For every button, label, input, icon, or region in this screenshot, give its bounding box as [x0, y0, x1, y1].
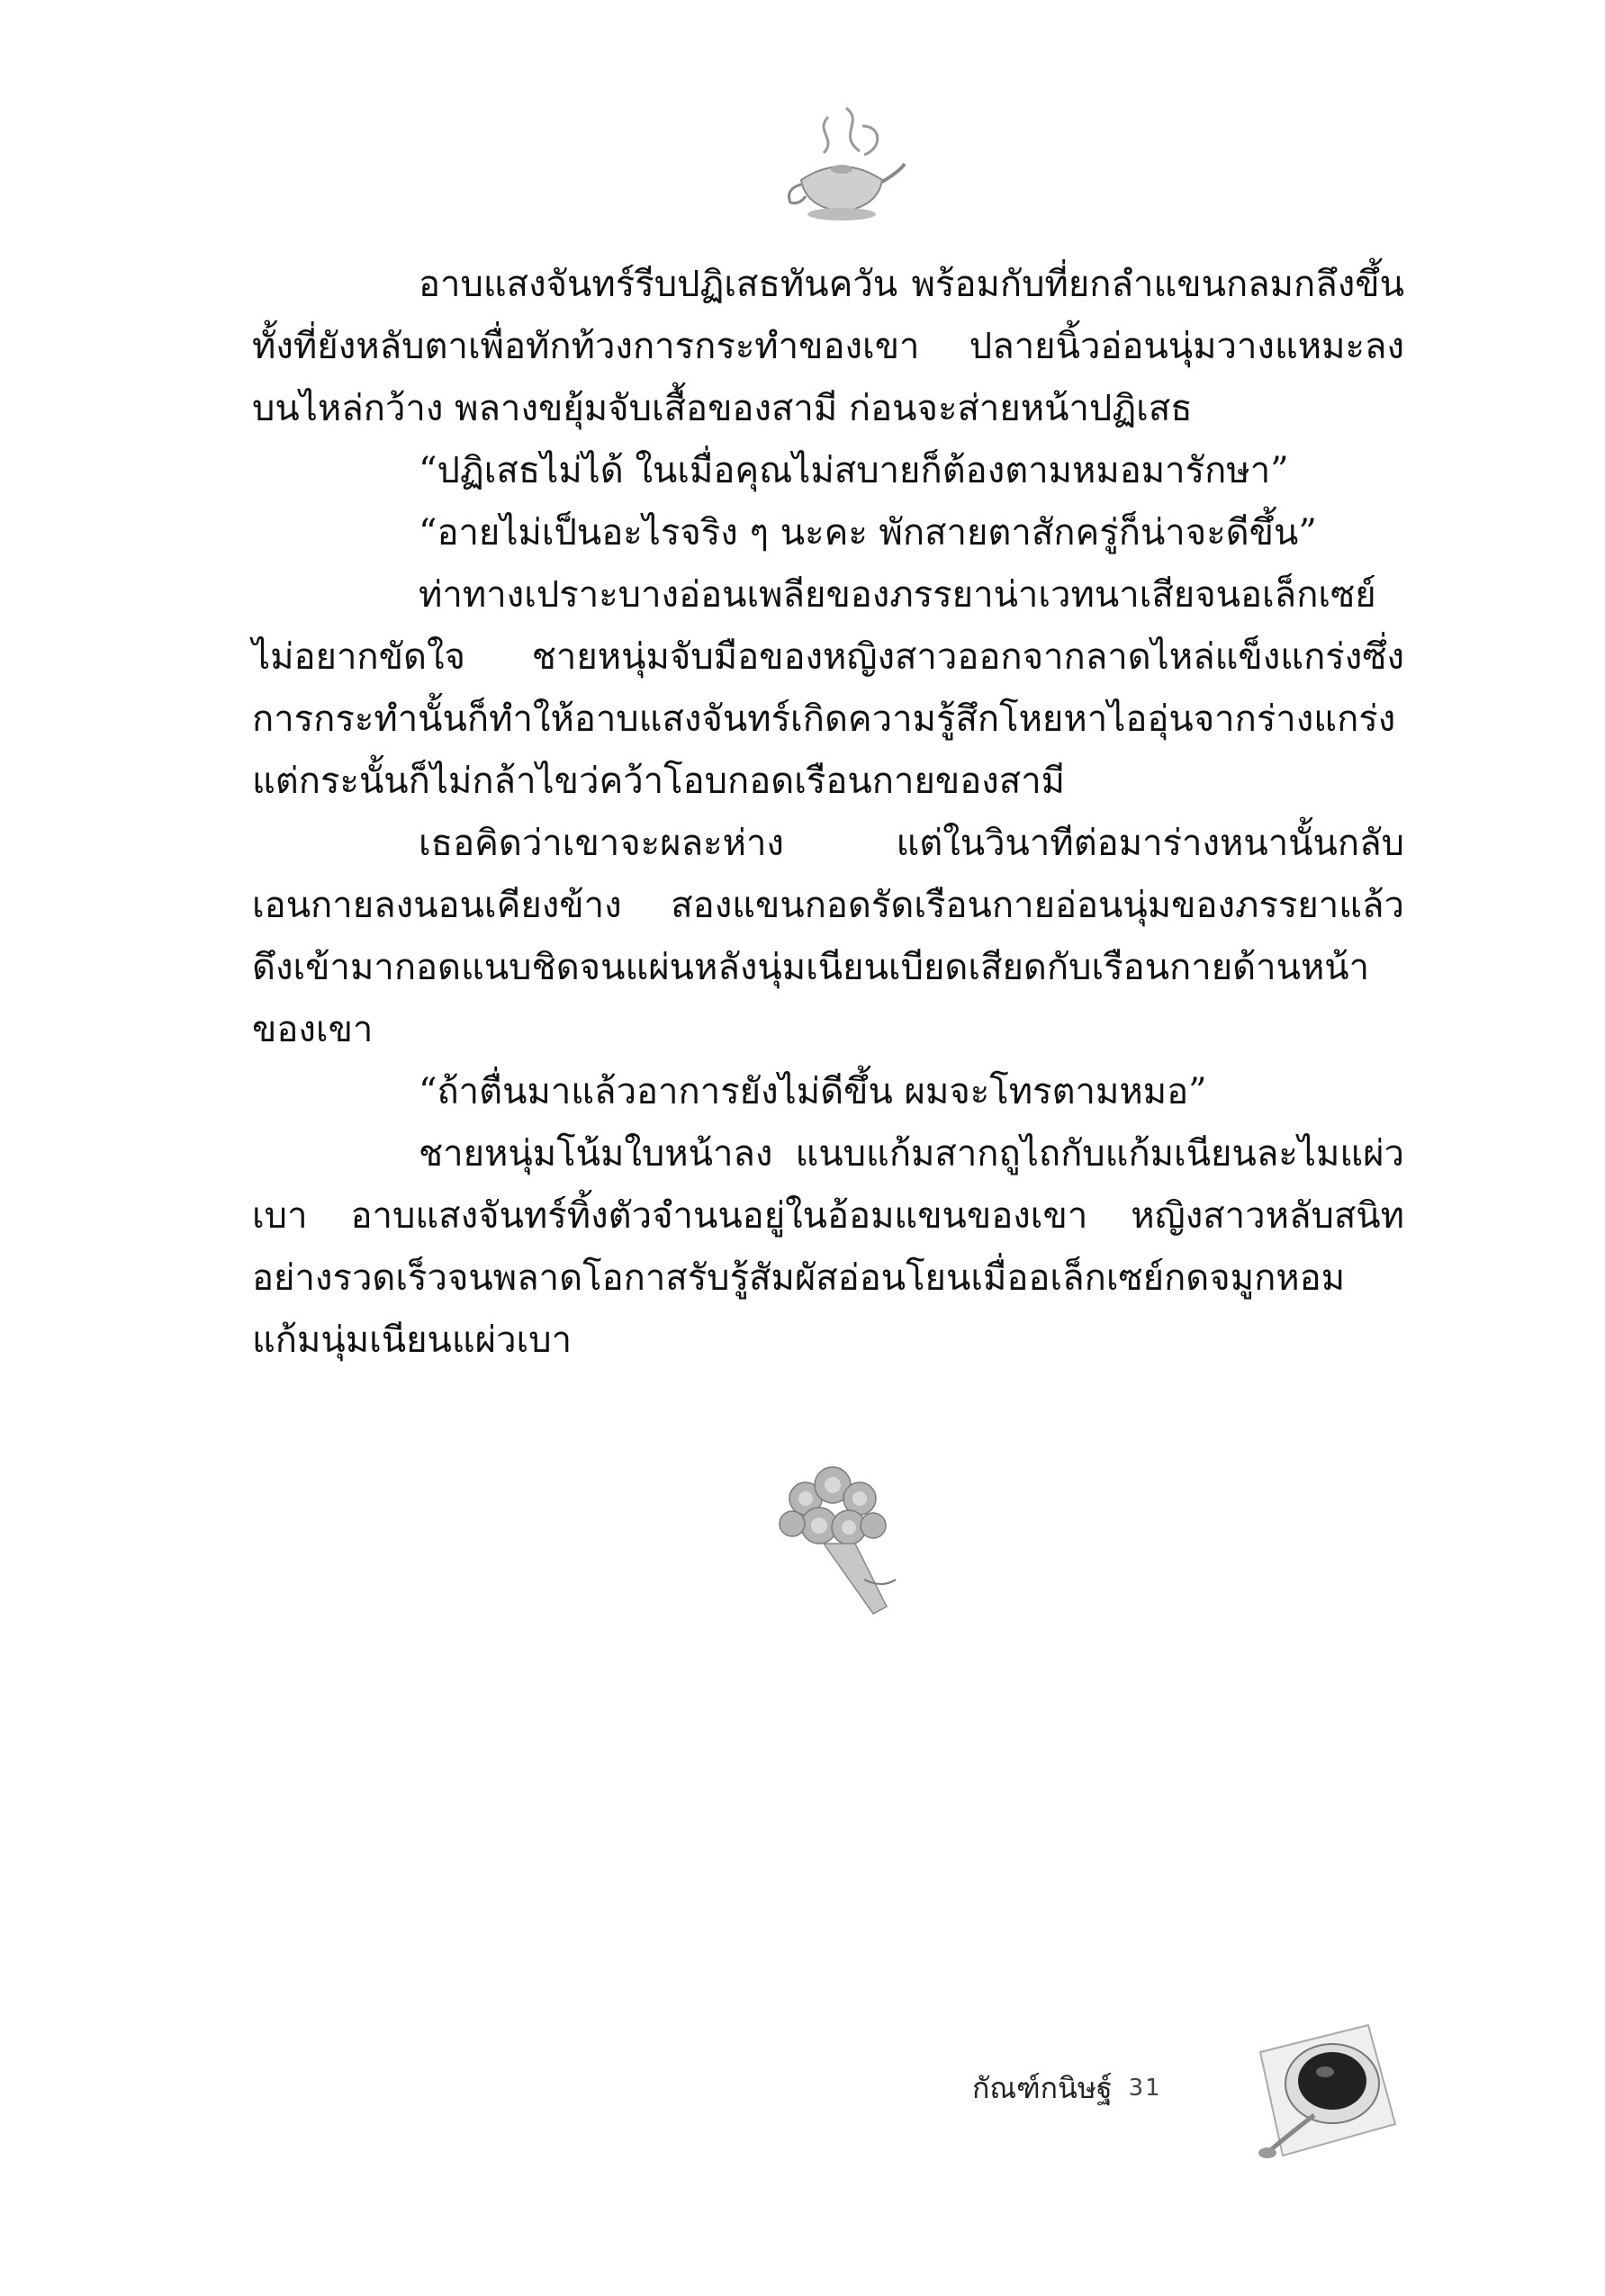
- paragraph: ชายหนุ่มโน้มใบหน้าลง แนบแก้มสากถูไถกับแก้มเนียนละไมแผ่วเบา อาบแสงจันทร์ทิ้งตัวจำนนอยู่ในอ้อมแขนของเขา หญิงสาวหลับสนิทอย่างรวดเร็วจนพลาดโอกาสรับรู้สัมผัสอ่อนโยนเมื่ออเล็กเซย์กดจมูกหอมแก้มนุ่มเนียนแผ่วเบา: [252, 1133, 1404, 1361]
- paragraph: “ถ้าตื่นมาแล้วอาการยังไม่ดีขึ้น ผมจะโทรตามหมอ”: [419, 1071, 1207, 1112]
- flower-bouquet-icon: [752, 1454, 932, 1625]
- paragraph: ท่าทางเปราะบางอ่อนเพลียของภรรยาน่าเวทนาเสียจนอเล็กเซย์ไม่อยากขัดใจ ชายหนุ่มจับมือของหญิงสาวออกจากลาดไหล่แข็งแกร่งซึ่งการกระทำนั้นก็ทำให้อาบแสงจันทร์เกิดความรู้สึกโหยหาไออุ่นจากร่างแกร่ง แต่กระนั้นก็ไม่กล้าไขว่คว้าโอบกอดเรือนกายของสามี: [252, 574, 1404, 802]
- teapot-icon: [774, 99, 909, 234]
- coffee-cup-icon: [1242, 2016, 1404, 2169]
- paragraph: เธอคิดว่าเขาจะผละห่าง แต่ในวินาทีต่อมาร่างหนานั้นกลับเอนกายลงนอนเคียงข้าง สองแขนกอดรัดเรือนกายอ่อนนุ่มของภรรยาแล้วดึงเข้ามากอดแนบชิดจนแผ่นหลังนุ่มเนียนเบียดเสียดกับเรือนกายด้านหน้าของเขา: [252, 823, 1404, 1050]
- paragraph: อาบแสงจันทร์รีบปฏิเสธทันควัน พร้อมกับที่ยกลำแขนกลมกลึงขึ้นทั้งที่ยังหลับตาเพื่อทักท้วงการกระทำของเขา ปลายนิ้วอ่อนนุ่มวางแหมะลงบนไหล่กว้าง พลางขยุ้มจับเสื้อของสามี ก่อนจะส่ายหน้าปฏิเสธ: [252, 264, 1404, 429]
- page-number: 31: [1128, 2075, 1162, 2102]
- paragraph: “ปฏิเสธไม่ได้ ในเมื่อคุณไม่สบายก็ต้องตามหมอมารักษา”: [419, 450, 1289, 491]
- paragraph: “อายไม่เป็นอะไรจริง ๆ นะคะ พักสายตาสักครู่ก็น่าจะดีขึ้น”: [419, 512, 1317, 554]
- book-title: กัณฑ์กนิษฐ์: [972, 2070, 1113, 2105]
- page-footer: [972, 2061, 1162, 2115]
- body-text: [252, 254, 1404, 1372]
